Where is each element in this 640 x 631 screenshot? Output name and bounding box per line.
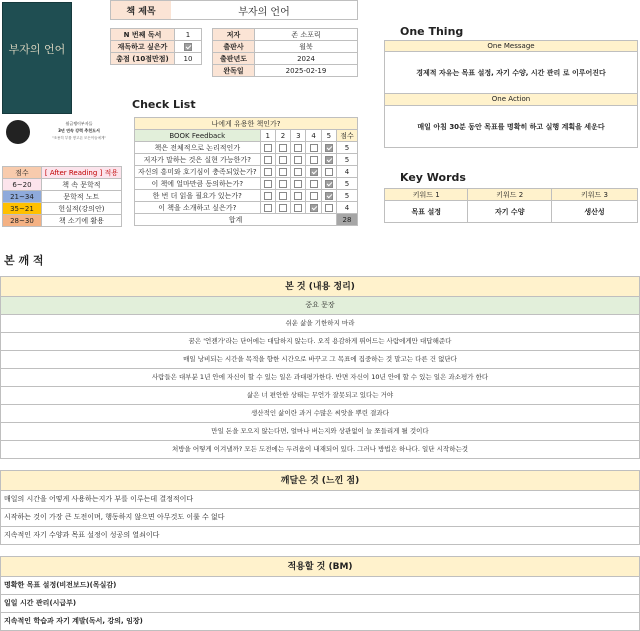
publisher-label: 출판사 (213, 41, 255, 53)
rating-cell[interactable] (260, 178, 275, 190)
rating-cell[interactable] (260, 202, 275, 214)
checklist-question-text: 이 책에 얼마만큼 동의하는가? (135, 178, 261, 190)
important-sentence: 사람들은 대부분 1년 안에 자신이 할 수 있는 일은 과대평가한다. 반면 자신이 10년 안에 할 수 있는 일은 과소평가 한다 (0, 369, 640, 387)
rating-checkbox[interactable] (264, 156, 272, 164)
reading-info-table (110, 28, 202, 65)
rating-checkbox[interactable] (294, 204, 302, 212)
book-title-box (110, 0, 358, 20)
rating-cell[interactable] (321, 178, 336, 190)
checklist-total: 28 (337, 214, 358, 226)
rating-cell[interactable] (306, 202, 321, 214)
col-header-5: 5 (321, 130, 336, 142)
score-desc: 문학적 노트 (41, 191, 121, 203)
important-sentence: 삶은 너 편안한 상태는 무언가 잘못되고 있다는 거야 (0, 387, 640, 405)
rating-cell[interactable] (275, 154, 290, 166)
rating-cell[interactable] (291, 142, 306, 154)
book-title-value: 부자의 언어 (238, 6, 290, 18)
checklist-row (135, 178, 358, 190)
apply-item: 일일 시간 관리(시급부) (0, 595, 640, 613)
promo-line-3: "조용히 부를 쌓고픈 모든이들에게" (52, 136, 106, 140)
checklist-row (135, 166, 358, 178)
rating-checkbox[interactable] (325, 168, 333, 176)
rating-cell[interactable] (291, 154, 306, 166)
apply-item: 지속적인 학습과 자기 계발(독서, 강의, 임장) (0, 613, 640, 631)
rating-checkbox[interactable] (310, 156, 318, 164)
rating-checkbox[interactable] (310, 204, 318, 212)
rating-checkbox[interactable] (310, 180, 318, 188)
pub-year-value: 2024 (255, 53, 358, 65)
rating-checkbox[interactable] (279, 192, 287, 200)
section-see-subtitle: 중요 문장 (0, 297, 640, 315)
one-message: 경제적 자유는 목표 설정, 자기 수양, 시간 관리 로 이루어진다 (384, 52, 638, 94)
cover-title: 부자의 언어 (8, 43, 66, 56)
checklist-question: 나에게 유용한 책인가? (135, 118, 358, 130)
apply-item: 명확한 목표 설정(비전보드)(목실감) (0, 577, 640, 595)
checklist-question-text: 이 책을 소개하고 싶은가? (135, 202, 261, 214)
rating-checkbox[interactable] (279, 156, 287, 164)
total-score-value: 10 (175, 53, 202, 65)
col-header-2: 2 (275, 130, 290, 142)
one-action: 매일 아침 30분 동안 목표를 명확히 하고 실행 계획을 세운다 (384, 106, 638, 148)
pub-year-label: 출판년도 (213, 53, 255, 65)
rating-cell[interactable] (275, 178, 290, 190)
rating-checkbox[interactable] (325, 180, 333, 188)
promo-line-1: 월급쟁이부자들 (65, 121, 93, 126)
rating-checkbox[interactable] (279, 180, 287, 188)
keywords-heading: Key Words (400, 171, 466, 184)
col-header-4: 4 (306, 130, 321, 142)
score-range: 28~30 (3, 215, 42, 227)
total-score-label: 총점 (10점만점) (111, 53, 175, 65)
keyword-label-3: 키워드 3 (551, 189, 637, 201)
checklist-row (135, 154, 358, 166)
nth-reading-label: N 번째 독서 (111, 29, 175, 41)
important-sentence: 쉬운 삶을 기한하지 마라 (0, 315, 640, 333)
score-desc: 헌실적(강의안) (41, 203, 121, 215)
checklist-row (135, 190, 358, 202)
rating-checkbox[interactable] (264, 144, 272, 152)
promo-line-2: 3년 연속 강력 추천도서 (58, 128, 100, 133)
rating-checkbox[interactable] (310, 168, 318, 176)
score-desc: 책 소기에 활용 (41, 215, 121, 227)
keyword-label-1: 키워드 1 (385, 189, 468, 201)
keyword-3: 생산성 (551, 201, 637, 223)
one-action-label: One Action (384, 94, 638, 106)
row-score: 5 (337, 142, 358, 154)
publisher-value: 윌북 (255, 41, 358, 53)
important-sentence: 꿈은 '언젠가'라는 단어에는 대답하지 않는다. 오직 용감하게 뛰어드는 사람에게만 대답해준다 (0, 333, 640, 351)
rating-cell[interactable] (321, 190, 336, 202)
score-col-header: 점수 (337, 130, 358, 142)
apply-header: [ After Reading ] 적용 (41, 167, 121, 179)
rating-checkbox[interactable] (294, 144, 302, 152)
rating-cell[interactable] (260, 142, 275, 154)
rating-cell[interactable] (306, 190, 321, 202)
row-score: 5 (337, 190, 358, 202)
checklist-table (134, 117, 358, 226)
feedback-header: BOOK Feedback (135, 130, 261, 142)
rating-checkbox[interactable] (279, 204, 287, 212)
author-value: 존 소포릭 (255, 29, 358, 41)
section-see-title: 본 것 (내용 정리) (0, 276, 640, 297)
rating-cell[interactable] (275, 202, 290, 214)
rating-cell[interactable] (260, 154, 275, 166)
rating-cell[interactable] (275, 142, 290, 154)
checklist-question-text: 자신의 흥미와 호기심이 충족되었는가? (135, 166, 261, 178)
rating-cell[interactable] (306, 178, 321, 190)
score-range: 35~21 (3, 203, 42, 215)
rating-checkbox[interactable] (264, 168, 272, 176)
rating-cell[interactable] (321, 142, 336, 154)
important-sentence: 생산적인 삶이란 과거 수많은 씨앗을 뿌린 결과다 (0, 405, 640, 423)
rating-checkbox[interactable] (310, 144, 318, 152)
rating-cell[interactable] (321, 166, 336, 178)
rating-checkbox[interactable] (325, 156, 333, 164)
onething-heading: One Thing (400, 25, 464, 38)
rating-checkbox[interactable] (294, 180, 302, 188)
important-sentence: 처방을 어떻게 이겨낼까? 모든 도전에는 두려움이 내재되어 있다. 그러나 방법은 하나다. 일단 시작하는것 (0, 441, 640, 459)
rating-cell[interactable] (306, 166, 321, 178)
rating-checkbox[interactable] (325, 204, 333, 212)
checklist-row (135, 202, 358, 214)
rating-cell[interactable] (321, 202, 336, 214)
important-sentence: 매일 낭비되는 시간을 목적을 향한 시간으로 바꾸고 그 목표에 집중하는 것 말고는 다른 건 없단다 (0, 351, 640, 369)
rating-checkbox[interactable] (325, 144, 333, 152)
checklist-question-text: 한 번 더 읽을 필요가 있는가? (135, 190, 261, 202)
checklist-heading: Check List (132, 98, 196, 111)
onething-box (384, 40, 638, 148)
book-title-label: 책 제목 (111, 1, 171, 19)
rating-cell[interactable] (321, 154, 336, 166)
section-realize (0, 470, 640, 545)
book-cover (2, 2, 72, 114)
checklist-question-text: 저자가 말하는 것은 실현 가능한가? (135, 154, 261, 166)
reread-label: 재독하고 싶은가 (111, 41, 175, 53)
reread-checkbox-cell[interactable] (175, 41, 202, 53)
rating-cell[interactable] (275, 190, 290, 202)
score-desc: 책 속 문학적 (41, 179, 121, 191)
rating-cell[interactable] (306, 154, 321, 166)
checklist-question-text: 책은 전체적으로 논리적인가 (135, 142, 261, 154)
rating-cell[interactable] (260, 190, 275, 202)
score-header: 점수 (3, 167, 42, 179)
rating-cell[interactable] (275, 166, 290, 178)
rating-checkbox[interactable] (264, 204, 272, 212)
rating-checkbox[interactable] (279, 144, 287, 152)
rating-cell[interactable] (306, 142, 321, 154)
one-message-label: One Message (384, 40, 638, 52)
rating-checkbox[interactable] (294, 168, 302, 176)
reread-checkbox[interactable] (184, 43, 192, 51)
keywords-table (384, 188, 638, 223)
keyword-2: 자기 수양 (468, 201, 551, 223)
rating-cell[interactable] (291, 190, 306, 202)
finish-date-label: 완독일 (213, 65, 255, 77)
rating-checkbox[interactable] (294, 156, 302, 164)
checklist-total-label: 합계 (135, 214, 337, 226)
rating-checkbox[interactable] (310, 192, 318, 200)
col-header-3: 3 (291, 130, 306, 142)
section-apply-title: 적용할 것 (BM) (0, 556, 640, 577)
keyword-1: 목표 설정 (385, 201, 468, 223)
rating-checkbox[interactable] (279, 168, 287, 176)
book-info-table (212, 28, 358, 77)
section-apply (0, 556, 640, 631)
checklist-row (135, 142, 358, 154)
score-range: 21~34 (3, 191, 42, 203)
rating-cell[interactable] (291, 166, 306, 178)
award-badge (6, 120, 30, 144)
important-sentence: 만일 돈을 모으지 않는다면, 얼마나 버는지와 상관없이 늘 쪼들리게 될 것이다 (0, 423, 640, 441)
row-score: 4 (337, 166, 358, 178)
score-legend-table (2, 166, 122, 227)
section-see (0, 276, 640, 459)
finish-date-value: 2025-02-19 (255, 65, 358, 77)
rating-checkbox[interactable] (264, 180, 272, 188)
row-score: 4 (337, 202, 358, 214)
nth-reading-value: 1 (175, 29, 202, 41)
realization-item: 시작하는 것이 가장 큰 도전이며, 행동하지 않으면 아무것도 이룰 수 없다 (0, 509, 640, 527)
rating-cell[interactable] (260, 166, 275, 178)
score-range: 6~20 (3, 179, 42, 191)
rating-cell[interactable] (291, 178, 306, 190)
section-realize-title: 깨달은 것 (느낀 점) (0, 470, 640, 491)
author-label: 저자 (213, 29, 255, 41)
main-heading: 본 깨 적 (4, 254, 44, 267)
keyword-label-2: 키워드 2 (468, 189, 551, 201)
rating-checkbox[interactable] (294, 192, 302, 200)
col-header-1: 1 (260, 130, 275, 142)
rating-checkbox[interactable] (264, 192, 272, 200)
rating-checkbox[interactable] (325, 192, 333, 200)
rating-cell[interactable] (291, 202, 306, 214)
row-score: 5 (337, 154, 358, 166)
realization-item: 매일의 시간을 어떻게 사용하는지가 부를 이루는데 결정적이다 (0, 491, 640, 509)
row-score: 5 (337, 178, 358, 190)
realization-item: 지속적인 자기 수양과 목표 설정이 성공의 열쇠이다 (0, 527, 640, 545)
